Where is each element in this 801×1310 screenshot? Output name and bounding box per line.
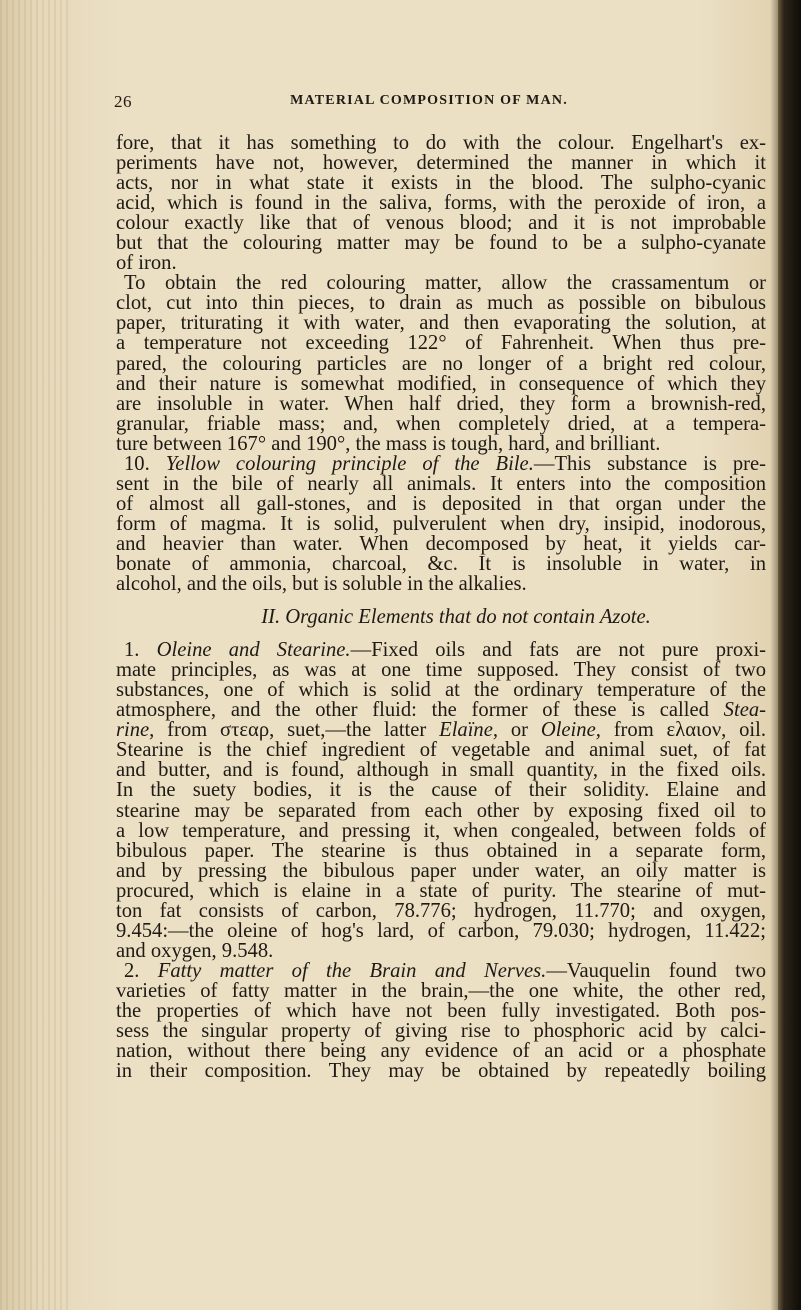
text-line: form of magma. It is solid, pulverulent when dry, insipid, inodorous, [116, 512, 766, 535]
text-fragment: from στεαρ, suet,—the latter [154, 719, 440, 742]
text-line: the properties of which have not been fully investigated. Both pos- [116, 999, 766, 1022]
book-spine-shadow [778, 0, 801, 1310]
text-line [116, 720, 766, 740]
text-line: alcohol, and the oils, but is soluble in the alkalies. [116, 573, 527, 596]
text-line: colour exactly like that of venous blood; and it is not improbable [116, 212, 766, 235]
text-line: of almost all gall-stones, and is deposited in that organ under the [116, 492, 766, 515]
section-number: 1. [124, 639, 157, 662]
text-fragment: from ελαιον, oil. [600, 719, 766, 742]
section-number: 2. [124, 959, 158, 982]
text-line: and butter, and is found, although in small quantity, in the fixed oils. [116, 759, 766, 782]
running-title: MATERIAL COMPOSITION OF MAN. [290, 93, 568, 108]
text-line: acts, nor in what state it exists in the blood. The sulpho-cyanic [116, 172, 766, 195]
text-line: clot, cut into thin pieces, to drain as much as possible on bibulous [116, 292, 766, 315]
text-line: In the suety bodies, it is the cause of their solidity. Elaine and [116, 779, 766, 802]
section-title: Yellow colouring principle of the Bile. [165, 452, 534, 475]
text-line: stearine may be separated from each other by exposing fixed oil to [116, 799, 766, 822]
text-line: and by pressing the bibulous paper under water, an oily matter is [116, 859, 766, 882]
text-line: but that the colouring matter may be found to be a sulpho-cyanate [116, 232, 766, 255]
text-line: 9.454:—the oleine of hog's lard, of carbon, 79.030; hydrogen, 11.422; [116, 919, 766, 942]
part-heading: II. Organic Elements that do not contain Azote. [261, 606, 651, 629]
text-line: bonate of ammonia, charcoal, &c. It is insoluble in water, in [116, 552, 766, 575]
text-fragment: or [498, 719, 541, 742]
body-text [116, 133, 766, 1081]
text-line: sess the singular property of giving rise to phosphoric acid by calci- [116, 1020, 766, 1043]
italic-term: rine, [116, 719, 155, 742]
page-number: 26 [114, 92, 132, 111]
text-line: acid, which is found in the saliva, forms, with the peroxide of iron, a [116, 192, 766, 215]
text-fragment: atmosphere, and the other fluid: the former of these is called [116, 699, 724, 722]
text-fragment: —Fixed oils and fats are not pure proxi- [350, 639, 767, 662]
text-line: ture between 167° and 190°, the mass is tough, hard, and brilliant. [116, 432, 661, 455]
text-line: nation, without there being any evidence of an acid or a phosphate [116, 1040, 766, 1063]
section-title: Oleine and Stearine. [156, 639, 351, 662]
text-line: of iron. [116, 252, 177, 275]
text-line: and their nature is somewhat modified, in consequence of which they [116, 372, 766, 395]
text-line: varieties of fatty matter in the brain,—the one white, the other red, [116, 979, 766, 1002]
text-line: fore, that it has something to do with the colour. Engelhart's ex- [116, 132, 766, 154]
section-heading-line [116, 961, 766, 981]
text-line [116, 700, 766, 720]
text-line: in their composition. They may be obtained by repeatedly boiling [116, 1060, 766, 1083]
text-line: To obtain the red colouring matter, allow the crassamentum or [124, 272, 766, 295]
italic-term: Oleine, [540, 719, 601, 742]
text-line: Stearine is the chief ingredient of vegetable and animal suet, of fat [116, 739, 766, 762]
text-line: procured, which is elaine in a state of purity. The stearine of mut- [116, 879, 766, 902]
text-line: and heavier than water. When decomposed by heat, it yields car- [116, 532, 766, 555]
page-header [114, 92, 744, 114]
text-line: a temperature not exceeding 122° of Fahrenheit. When thus pre- [116, 332, 766, 355]
text-line: ton fat consists of carbon, 78.776; hydrogen, 11.770; and oxygen, [116, 899, 766, 922]
text-line: are insoluble in water. When half dried, they form a brownish-red, [116, 392, 766, 415]
section-title: Fatty matter of the Brain and Nerves. [157, 959, 547, 982]
text-line: bibulous paper. The stearine is thus obtained in a separate form, [116, 839, 766, 862]
text-line: granular, friable mass; and, when completely dried, at a tempera- [116, 412, 766, 435]
left-page-edge [0, 0, 70, 1310]
text-line: a low temperature, and pressing it, when congealed, between folds of [116, 819, 766, 842]
text-line: pared, the colouring particles are no longer of a bright red colour, [116, 352, 766, 375]
italic-term: Stea- [723, 699, 766, 722]
text-line: sent in the bile of nearly all animals. It enters into the composition [116, 472, 766, 495]
text-line: paper, triturating it with water, and then evaporating the solution, at [116, 312, 766, 335]
section-number: 10. [124, 452, 166, 475]
italic-term: Elaïne, [439, 719, 499, 742]
section-heading-line [116, 640, 766, 660]
text-line: periments have not, however, determined the manner in which it [116, 152, 766, 175]
text-line: mate principles, as was at one time supposed. They consist of two [116, 659, 766, 682]
text-fragment: —Vauquelin found two [546, 959, 767, 982]
text-line: substances, one of which is solid at the ordinary temperature of the [116, 679, 766, 702]
section-heading-line [116, 454, 766, 474]
text-fragment: —This substance is pre- [533, 452, 767, 475]
text-line: and oxygen, 9.548. [116, 939, 274, 962]
